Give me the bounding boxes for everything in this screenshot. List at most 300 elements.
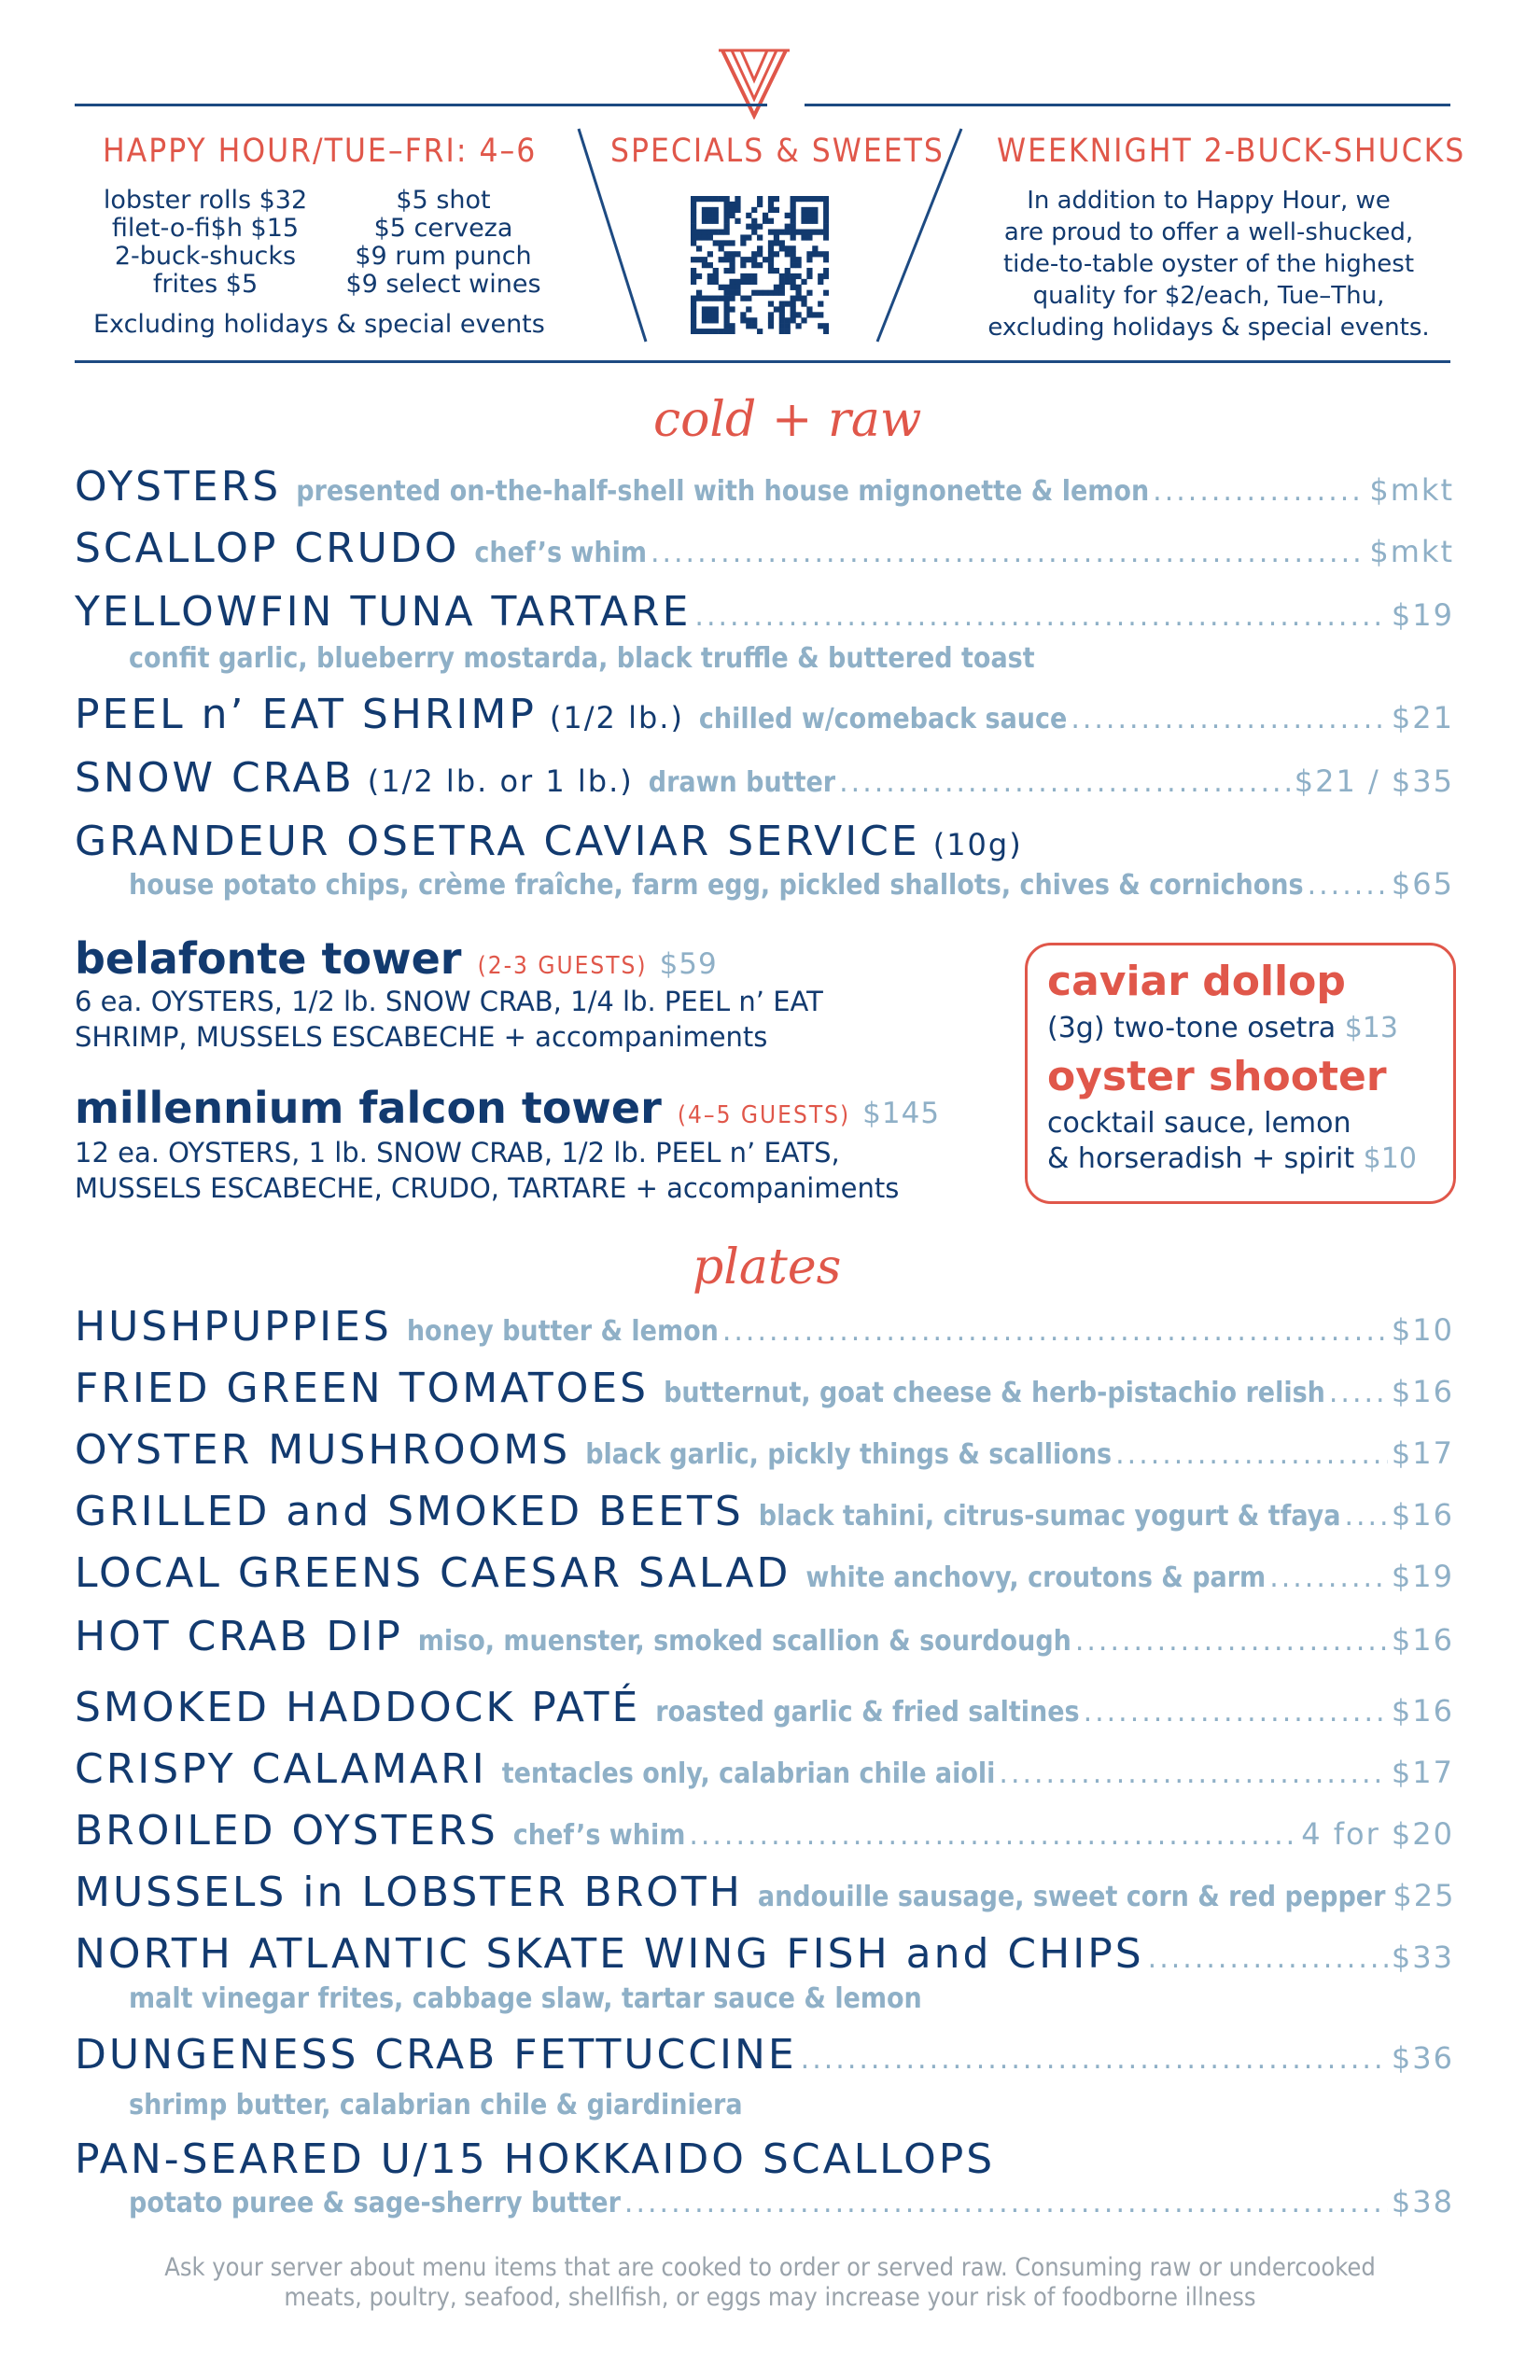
- qr-module: [779, 240, 785, 245]
- qr-module: [791, 279, 796, 285]
- qr-module: [774, 285, 779, 290]
- tower-desc: [75, 1135, 899, 1206]
- item-name: LOCAL GREENS CAESAR SALAD: [75, 1549, 791, 1597]
- qr-module: [724, 207, 730, 213]
- item-name: NORTH ATLANTIC SKATE WING FISH and CHIPS: [75, 1930, 1144, 1978]
- item-name: HOT CRAB DIP: [75, 1613, 403, 1660]
- qr-module: [707, 273, 713, 279]
- item-desc: chilled w/comeback sauce: [698, 703, 1068, 735]
- item-desc: black tahini, citrus-sumac yogurt & tfaya: [758, 1500, 1341, 1533]
- qr-module: [791, 230, 796, 235]
- qr-module: [735, 251, 740, 257]
- qr-module: [696, 296, 702, 301]
- qr-module: [768, 230, 774, 235]
- leader-dots: [651, 537, 1365, 569]
- qr-module: [774, 196, 779, 202]
- qr-module: [806, 234, 812, 240]
- menu-item-beets: [75, 1488, 1454, 1535]
- qr-module: [719, 245, 724, 251]
- qr-module: [751, 279, 757, 285]
- oyster-shooter-title: oyster shooter: [1047, 1053, 1387, 1100]
- qr-module: [729, 279, 735, 285]
- qr-module: [707, 329, 713, 334]
- qr-module: [763, 213, 768, 218]
- item-price: $65: [1391, 866, 1454, 902]
- qr-module: [757, 290, 763, 296]
- qr-module: [707, 251, 713, 257]
- qr-module: [768, 323, 774, 329]
- tower-guests: (2-3 GUESTS): [477, 952, 648, 980]
- item-subdesc: house potato chips, crème fraîche, farm egg, pickled shallots, chives & cornichons: [129, 869, 1304, 902]
- leader-dots: [1084, 1696, 1388, 1729]
- qr-module: [719, 257, 724, 262]
- footer-disclaimer: [0, 2253, 1540, 2313]
- qr-module: [823, 218, 829, 224]
- item-subdesc: shrimp butter, calabrian chile & giardiniera: [129, 2089, 743, 2121]
- qr-module: [691, 317, 696, 323]
- qr-module: [774, 234, 779, 240]
- qr-module: [823, 213, 829, 218]
- item-qty: (1/2 lb.): [549, 700, 684, 735]
- qr-module: [774, 207, 779, 213]
- qr-module: [707, 230, 713, 235]
- qr-module: [713, 240, 719, 245]
- leader-dots: [1344, 1500, 1387, 1533]
- qr-module: [768, 245, 774, 251]
- menu-item-caesar-salad: [75, 1549, 1454, 1597]
- qr-module: [691, 234, 696, 240]
- qr-module: [774, 268, 779, 273]
- item-desc: chef’s whim: [474, 537, 647, 569]
- qr-module: [724, 196, 730, 202]
- oyster-shooter-line1: cocktail sauce, lemon: [1047, 1107, 1351, 1140]
- qr-module: [696, 230, 702, 235]
- qr-module: [785, 279, 791, 285]
- qr-module: [779, 290, 785, 296]
- qr-module: [702, 196, 707, 202]
- item-price: $mkt: [1369, 472, 1454, 508]
- item-name: SMOKED HADDOCK PATÉ: [75, 1684, 641, 1731]
- item-name: BROILED OYSTERS: [75, 1807, 498, 1855]
- caviar-dollop-price: $13: [1344, 1012, 1398, 1044]
- qr-module: [785, 329, 791, 334]
- qr-module: [702, 218, 707, 224]
- qr-module: [707, 312, 713, 317]
- qr-module: [729, 306, 735, 312]
- qr-module: [751, 317, 757, 323]
- qr-module: [791, 218, 796, 224]
- qr-module: [768, 317, 774, 323]
- happy-hour-note: Excluding holidays & special events: [93, 310, 545, 339]
- qr-module: [724, 296, 730, 301]
- item-price: $16: [1391, 1497, 1454, 1533]
- qr-module: [707, 306, 713, 312]
- shucks-line: quality for $2/each, Tue–Thu,: [1032, 282, 1385, 310]
- oyster-shooter-price: $10: [1363, 1142, 1417, 1175]
- qr-module: [801, 317, 806, 323]
- qr-module: [806, 196, 812, 202]
- tower-millennium-falcon: [75, 1083, 940, 1133]
- qr-module: [724, 268, 730, 273]
- qr-module: [719, 329, 724, 334]
- qr-module: [751, 273, 757, 279]
- qr-module: [763, 257, 768, 262]
- qr-module: [696, 273, 702, 279]
- item-desc: miso, muenster, smoked scallion & sourdough: [417, 1625, 1071, 1658]
- qr-module: [724, 301, 730, 306]
- qr-module: [823, 268, 829, 273]
- qr-module: [691, 257, 696, 262]
- qr-module: [774, 306, 779, 312]
- qr-module: [729, 285, 735, 290]
- qr-module: [768, 262, 774, 268]
- qr-module: [729, 257, 735, 262]
- qr-module: [713, 207, 719, 213]
- qr-module: [724, 213, 730, 218]
- qr-module: [702, 207, 707, 213]
- qr-module: [757, 224, 763, 230]
- qr-module: [735, 196, 740, 202]
- qr-module: [818, 312, 823, 317]
- item-qty: (1/2 lb. or 1 lb.): [367, 763, 634, 799]
- qr-module: [757, 329, 763, 334]
- qr-module: [795, 262, 801, 268]
- qr-module: [691, 329, 696, 334]
- item-subdesc: malt vinegar frites, cabbage slaw, tartar sauce & lemon: [129, 1982, 922, 2015]
- leader-dots: [1269, 1561, 1388, 1594]
- item-name: PEEL n’ EAT SHRIMP: [75, 691, 537, 738]
- menu-item-oysters: [75, 463, 1454, 511]
- menu-item-caviar-service-detail: [129, 866, 1454, 902]
- qr-module: [812, 218, 818, 224]
- qr-module: [801, 301, 806, 306]
- caviar-dollop-text: [1047, 1012, 1398, 1044]
- happy-hour-item: frites $5: [152, 270, 259, 299]
- menu-item-haddock-pate: [75, 1684, 1454, 1731]
- tower-name: belafonte tower: [75, 933, 462, 984]
- qr-module: [812, 213, 818, 218]
- qr-module: [713, 273, 719, 279]
- qr-module: [729, 251, 735, 257]
- qr-module: [823, 323, 829, 329]
- happy-hour-item: $5 shot: [396, 186, 491, 215]
- qr-module: [757, 196, 763, 202]
- qr-module: [779, 285, 785, 290]
- qr-module: [729, 240, 735, 245]
- item-desc: roasted garlic & fried saltines: [655, 1696, 1080, 1729]
- qr-module: [724, 251, 730, 257]
- qr-module: [702, 317, 707, 323]
- qr-module: [740, 296, 746, 301]
- specials-title: SPECIALS & SWEETS: [610, 133, 945, 170]
- item-name: SCALLOP CRUDO: [75, 525, 460, 572]
- qr-module: [791, 213, 796, 218]
- qr-module: [791, 273, 796, 279]
- qr-module: [696, 290, 702, 296]
- qr-module: [823, 230, 829, 235]
- qr-module: [806, 312, 812, 317]
- qr-module: [812, 312, 818, 317]
- qr-module: [806, 213, 812, 218]
- qr-module: [691, 207, 696, 213]
- menu-item-hokkaido-scallops-detail: [129, 2184, 1454, 2219]
- item-desc: presented on-the-half-shell with house mignonette & lemon: [296, 475, 1150, 508]
- leader-dots: [689, 1819, 1297, 1852]
- qr-module: [823, 329, 829, 334]
- qr-module: [724, 240, 730, 245]
- qr-module: [779, 329, 785, 334]
- qr-module: [719, 296, 724, 301]
- qr-module: [779, 301, 785, 306]
- leader-dots: [1153, 475, 1365, 508]
- tower-name: millennium falcon tower: [75, 1083, 662, 1133]
- item-desc: butternut, goat cheese & herb-pistachio relish: [664, 1377, 1325, 1409]
- qr-module: [818, 323, 823, 329]
- qr-module: [795, 230, 801, 235]
- section-heading-plates: plates: [693, 1239, 842, 1295]
- qr-module: [707, 207, 713, 213]
- item-price: $17: [1391, 1435, 1454, 1471]
- qr-module: [801, 279, 806, 285]
- qr-module: [740, 312, 746, 317]
- qr-module: [729, 296, 735, 301]
- qr-module: [757, 234, 763, 240]
- qr-module: [763, 218, 768, 224]
- leader-dots: [1115, 1438, 1388, 1471]
- qr-module: [696, 245, 702, 251]
- qr-module: [757, 262, 763, 268]
- qr-module: [702, 262, 707, 268]
- item-desc: tentacles only, calabrian chile aioli: [501, 1757, 996, 1790]
- qr-module: [795, 290, 801, 296]
- leader-dots: [624, 2187, 1388, 2219]
- qr-module: [774, 240, 779, 245]
- qr-module: [691, 312, 696, 317]
- qr-module: [691, 202, 696, 207]
- qr-module: [795, 285, 801, 290]
- item-price: $10: [1391, 1312, 1454, 1348]
- item-price: $19: [1391, 597, 1454, 633]
- qr-module: [746, 213, 751, 218]
- happy-hour-items-left: [93, 187, 317, 299]
- menu-item-hokkaido-scallops: [75, 2135, 1454, 2183]
- qr-module: [713, 268, 719, 273]
- caviar-dollop-desc: (3g) two-tone osetra: [1047, 1012, 1337, 1044]
- qr-module: [812, 207, 818, 213]
- qr-module: [696, 329, 702, 334]
- qr-module: [691, 230, 696, 235]
- qr-module: [707, 218, 713, 224]
- qr-module: [719, 230, 724, 235]
- leader-dots: [1308, 869, 1388, 902]
- qr-module: [823, 224, 829, 230]
- qr-module: [779, 279, 785, 285]
- leader-dots: [1075, 1625, 1388, 1658]
- qr-module: [818, 196, 823, 202]
- item-desc: chef’s whim: [512, 1819, 686, 1852]
- leader-dots: [1148, 1942, 1388, 1975]
- tower-desc-line: 12 ea. OYSTERS, 1 lb. SNOW CRAB, 1/2 lb. PEEL n’ EATS,: [75, 1137, 840, 1169]
- qr-module: [751, 224, 757, 230]
- qr-module: [785, 301, 791, 306]
- qr-module: [779, 230, 785, 235]
- qr-module: [713, 296, 719, 301]
- qr-module: [746, 279, 751, 285]
- qr-module: [791, 306, 796, 312]
- qr-module: [713, 213, 719, 218]
- qr-module: [768, 251, 774, 257]
- item-name: PAN-SEARED U/15 HOKKAIDO SCALLOPS: [75, 2135, 996, 2183]
- qr-module: [818, 230, 823, 235]
- qr-module: [691, 213, 696, 218]
- qr-module: [785, 251, 791, 257]
- menu-item-oyster-mushrooms: [75, 1426, 1454, 1474]
- item-desc: drawn butter: [648, 766, 836, 799]
- qr-module: [746, 234, 751, 240]
- shucks-body: [961, 185, 1456, 343]
- menu-item-caviar-service: [75, 818, 1454, 865]
- menu-item-mussels: [75, 1869, 1454, 1916]
- leader-dots: [722, 1315, 1388, 1348]
- menu-item-hot-crab-dip: [75, 1613, 1454, 1660]
- qr-module: [719, 240, 724, 245]
- qr-module: [785, 245, 791, 251]
- qr-module: [691, 323, 696, 329]
- qr-module: [729, 290, 735, 296]
- qr-module: [785, 317, 791, 323]
- tower-guests: (4–5 GUESTS): [677, 1101, 851, 1129]
- qr-module: [707, 196, 713, 202]
- qr-module: [768, 218, 774, 224]
- qr-module: [691, 240, 696, 245]
- qr-module: [779, 306, 785, 312]
- item-price: $16: [1391, 1693, 1454, 1729]
- qr-module: [724, 323, 730, 329]
- qr-module: [791, 202, 796, 207]
- qr-module: [702, 234, 707, 240]
- qr-module: [735, 285, 740, 290]
- qr-module: [806, 257, 812, 262]
- qr-module: [806, 273, 812, 279]
- shucks-line: excluding holidays & special events.: [987, 314, 1430, 342]
- qr-module: [746, 306, 751, 312]
- qr-module: [751, 290, 757, 296]
- qr-module: [707, 213, 713, 218]
- item-name: HUSHPUPPIES: [75, 1303, 392, 1351]
- qr-module: [735, 279, 740, 285]
- qr-module: [740, 257, 746, 262]
- qr-module: [779, 312, 785, 317]
- qr-module: [735, 290, 740, 296]
- qr-module: [768, 207, 774, 213]
- qr-module: [806, 251, 812, 257]
- qr-module: [801, 213, 806, 218]
- qr-module: [795, 196, 801, 202]
- qr-module: [791, 251, 796, 257]
- qr-module: [713, 218, 719, 224]
- qr-module: [702, 312, 707, 317]
- qr-module: [746, 317, 751, 323]
- qr-module: [724, 285, 730, 290]
- qr-module: [724, 329, 730, 334]
- menu-item-hushpuppies: [75, 1303, 1454, 1351]
- item-name: CRISPY CALAMARI: [75, 1745, 487, 1793]
- qr-module: [740, 273, 746, 279]
- qr-code-icon[interactable]: [691, 196, 829, 334]
- qr-module: [791, 224, 796, 230]
- qr-module: [724, 257, 730, 262]
- qr-module: [691, 224, 696, 230]
- item-price: $21: [1391, 700, 1454, 735]
- menu-item-skate-wing: [75, 1930, 1454, 1978]
- qr-module: [746, 323, 751, 329]
- qr-module: [768, 301, 774, 306]
- qr-module: [696, 257, 702, 262]
- qr-module: [791, 262, 796, 268]
- happy-hour-item: 2-buck-shucks: [114, 242, 297, 271]
- menu-item-broiled-oysters: [75, 1807, 1454, 1855]
- qr-module: [801, 207, 806, 213]
- qr-module: [691, 296, 696, 301]
- qr-module: [740, 279, 746, 285]
- qr-module: [768, 290, 774, 296]
- qr-module: [746, 296, 751, 301]
- qr-module: [702, 213, 707, 218]
- qr-module: [806, 230, 812, 235]
- qr-module: [713, 230, 719, 235]
- qr-module: [785, 273, 791, 279]
- qr-module: [702, 296, 707, 301]
- item-name: OYSTER MUSHROOMS: [75, 1426, 571, 1474]
- tower-price: $145: [862, 1097, 941, 1130]
- item-name: SNOW CRAB: [75, 754, 355, 802]
- oyster-shooter-line2: [1047, 1142, 1417, 1175]
- qr-module: [812, 251, 818, 257]
- qr-module: [729, 268, 735, 273]
- qr-module: [801, 196, 806, 202]
- tower-desc-line: 6 ea. OYSTERS, 1/2 lb. SNOW CRAB, 1/4 lb. PEEL n’ EAT: [75, 986, 823, 1017]
- qr-module: [757, 245, 763, 251]
- item-price: $16: [1391, 1374, 1454, 1409]
- happy-hour-item: $5 cerveza: [373, 214, 513, 243]
- qr-module: [806, 218, 812, 224]
- footer-line: meats, poultry, seafood, shellfish, or eggs may increase your risk of foodborne illness: [284, 2283, 1256, 2312]
- item-price: $19: [1391, 1559, 1454, 1594]
- item-name: FRIED GREEN TOMATOES: [75, 1365, 650, 1412]
- qr-module: [751, 218, 757, 224]
- qr-module: [768, 257, 774, 262]
- qr-module: [806, 268, 812, 273]
- tower-desc-line: MUSSELS ESCABECHE, CRUDO, TARTARE + accompaniments: [75, 1172, 900, 1204]
- qr-module: [713, 312, 719, 317]
- qr-module: [785, 268, 791, 273]
- qr-module: [791, 245, 796, 251]
- qr-module: [785, 323, 791, 329]
- qr-module: [774, 290, 779, 296]
- qr-module: [735, 207, 740, 213]
- qr-module: [795, 323, 801, 329]
- qr-module: [713, 317, 719, 323]
- item-price: $16: [1391, 1622, 1454, 1658]
- oyster-shooter-desc: & horseradish + spirit: [1047, 1142, 1355, 1175]
- qr-module: [795, 296, 801, 301]
- leader-dots: [999, 1757, 1388, 1790]
- qr-module: [768, 202, 774, 207]
- qr-module: [791, 296, 796, 301]
- qr-module: [801, 296, 806, 301]
- qr-module: [779, 245, 785, 251]
- item-name: GRILLED and SMOKED BEETS: [75, 1488, 744, 1535]
